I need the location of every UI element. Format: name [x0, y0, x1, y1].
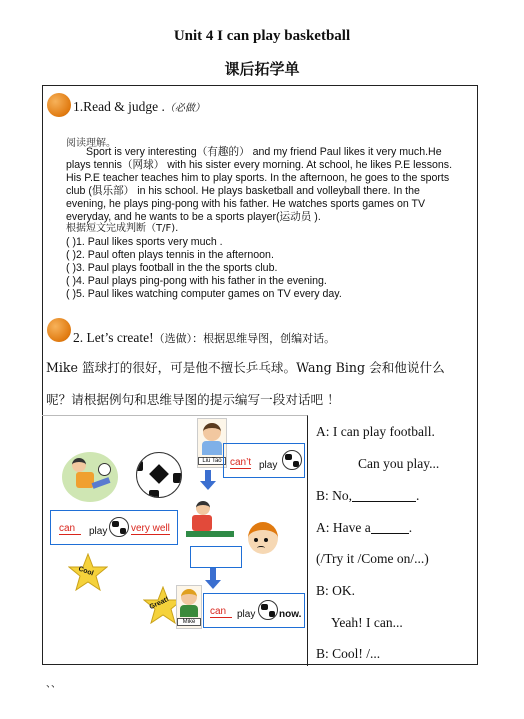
reading-passage	[66, 146, 476, 301]
now-word: now.	[279, 609, 302, 620]
passage-line: plays tennis（网球） with his sister every morning. At school, he likes P.E lessons.	[66, 158, 453, 171]
pingpong-ball-icon	[258, 600, 278, 620]
judge-item[interactable]: ( )1. Paul likes sports very much .	[66, 236, 223, 249]
can-play-very-well-box	[50, 510, 178, 545]
football-icon	[136, 452, 182, 498]
name-tag: Liu Tao	[198, 457, 226, 465]
dialogue-line: Can you play...	[358, 456, 440, 471]
can-word: can	[59, 523, 81, 535]
passage-line: Sport is very interesting（有趣的） and my friend Paul likes it very much.He	[86, 146, 442, 158]
football-icon	[98, 463, 111, 476]
pingpong-ball-icon	[109, 517, 129, 537]
name-tag: Mike	[177, 618, 201, 626]
cant-play-box	[223, 443, 305, 478]
document-title: Unit 4 I can play basketball	[173, 28, 351, 44]
worried-boy-picture	[248, 522, 278, 554]
passage-line: everyday, and he wants to be a sports player(运动员 ).	[66, 210, 321, 223]
judge-item[interactable]: ( )3. Paul plays football in the the sports club.	[66, 262, 278, 275]
footer-marks: 、、	[46, 679, 61, 690]
prompt-line: Mike 篮球打的很好，可是他不擅长乒乓球。Wang Bing 会和他说什么	[46, 360, 445, 375]
mike-picture	[176, 585, 202, 629]
dialogue-line: B: OK.	[316, 583, 356, 598]
can-play-now-box	[203, 593, 305, 628]
judge-item[interactable]: ( )4. Paul plays ping-pong with his father in the evening.	[66, 275, 327, 288]
dialogue-line: A: Have a .	[316, 520, 413, 535]
judge-item[interactable]: ( )5. Paul likes watching computer games on TV every day.	[66, 287, 342, 300]
dialogue-line: B: No, .	[316, 488, 420, 503]
dialogue-line: B: Cool! /...	[316, 646, 381, 661]
dialogue-line: A: I can play football.	[316, 424, 435, 439]
empty-answer-box[interactable]	[190, 546, 242, 568]
passage-line: club (俱乐部） in his school. He plays basketball and volleyball there. In the	[66, 184, 420, 197]
blank-field[interactable]	[371, 520, 409, 534]
basketball-icon	[47, 93, 71, 117]
dialogue-line: Yeah! I can...	[331, 615, 403, 630]
section2-heading: 2. Let’s create!（选做）：根据思维导图，创编对话。	[73, 330, 336, 345]
football-player-picture	[62, 452, 118, 502]
play-word: play	[237, 609, 256, 620]
great-star-icon: Great!	[143, 586, 183, 624]
dialogue-line: (/Try it /Come on/...)	[316, 551, 429, 566]
very-well-words: very well	[131, 523, 170, 534]
cool-star-icon: Cool	[68, 553, 108, 591]
can-word: can	[210, 606, 232, 618]
reading-label: 阅读理解。	[66, 138, 116, 149]
pingpong-player-picture	[186, 497, 242, 543]
judge-item[interactable]: ( )2. Paul often plays tennis in the afternoon.	[66, 249, 274, 262]
play-word: play	[259, 460, 278, 471]
judge-label: 根据短文完成判断（T/F).	[66, 223, 179, 235]
blank-field[interactable]	[352, 488, 416, 502]
document-subtitle: 课后拓学单	[224, 62, 300, 78]
prompt-line: 呢？请根据例句和思维导图的提示编写一段对话吧 ！	[46, 392, 340, 407]
arrow-down-icon	[210, 567, 216, 581]
pingpong-ball-icon	[282, 450, 302, 470]
cant-word: can’t	[230, 457, 252, 468]
passage-line: His P.E teacher teaches him to play sports. In the afternoon, he goes to the sports	[66, 171, 450, 184]
basketball-icon	[47, 318, 71, 342]
section1-heading: 1.Read & judge .（必做）	[73, 99, 205, 114]
passage-line: evening, he plays ping-pong with his father. He watches sports games on TV	[66, 197, 426, 210]
play-word: play	[89, 526, 108, 537]
